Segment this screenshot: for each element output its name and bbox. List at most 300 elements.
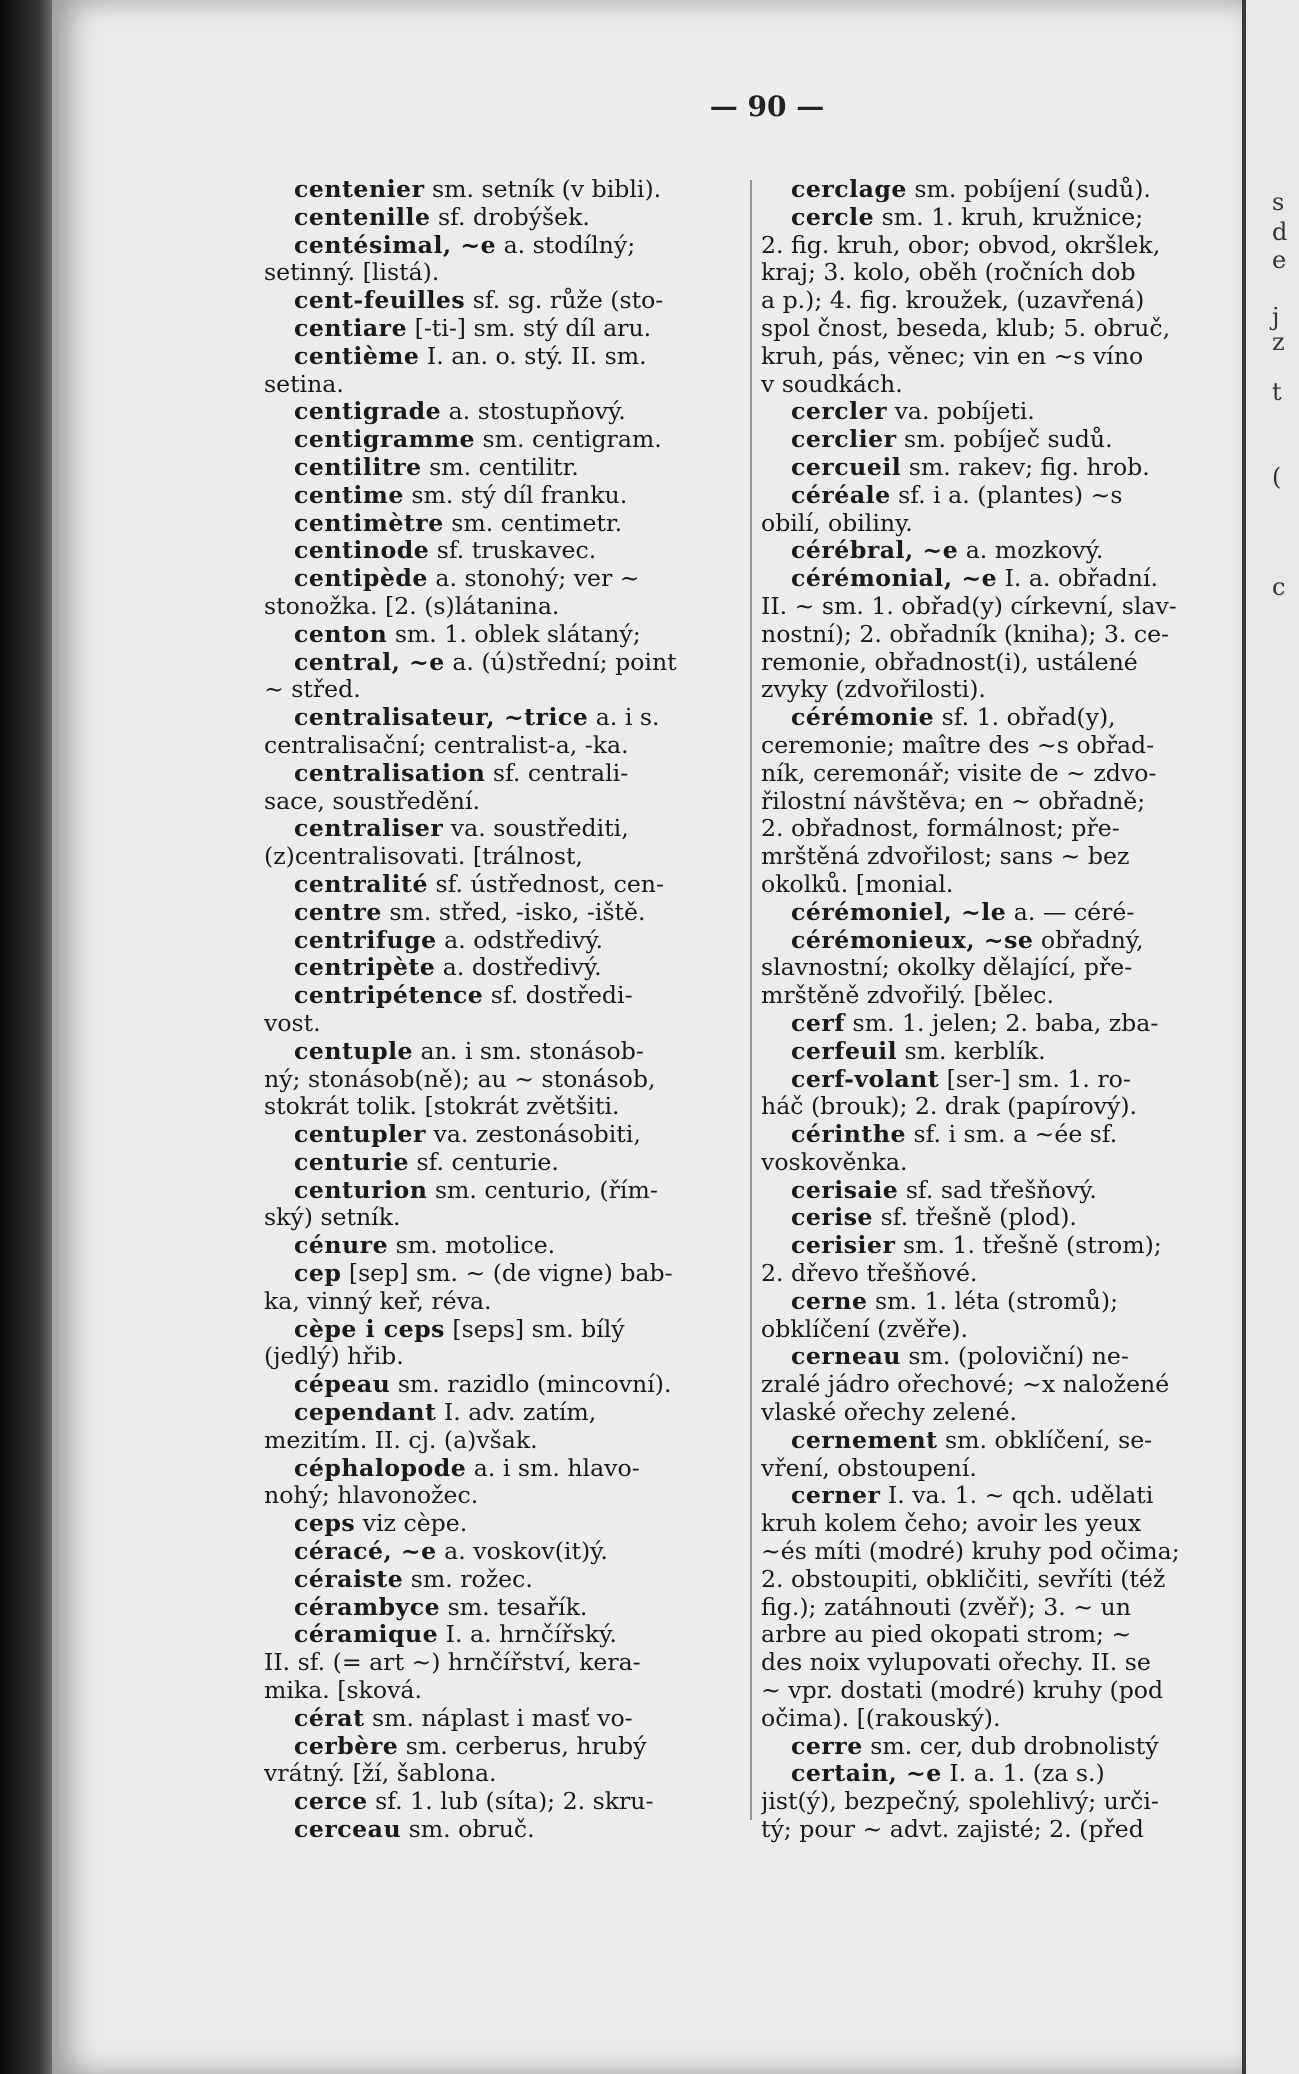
- entry-line: [761, 1343, 1239, 1371]
- definition-text: setinný. [listá).: [264, 259, 440, 287]
- entry-line: [264, 815, 734, 843]
- definition-text: sm. centurio, (řím-: [427, 1176, 658, 1204]
- entry-line: [761, 788, 1239, 816]
- entry-line: [761, 954, 1239, 982]
- headword: centuple: [294, 1037, 414, 1065]
- definition-text: II. sf. (= art ~) hrnčířství, kera-: [264, 1649, 641, 1677]
- definition-text: zvyky (zdvořilosti).: [761, 676, 986, 704]
- entry-line: [761, 1093, 1239, 1121]
- headword: cercler: [791, 398, 888, 426]
- definition-text: 2. obstoupiti, obkličiti, sevříti (též: [761, 1565, 1166, 1593]
- definition-text: a. dostředivý.: [435, 954, 602, 982]
- entry-line: [761, 1594, 1239, 1622]
- definition-text: va. zestonásobiti,: [426, 1121, 641, 1149]
- entry-line: [761, 1733, 1239, 1761]
- entry-line: [264, 1149, 734, 1177]
- entry-line: [264, 1204, 734, 1232]
- headword: cérémonieux, ~se: [791, 926, 1034, 954]
- headword: cerf-volant: [791, 1065, 940, 1093]
- entry-line: [264, 232, 734, 260]
- definition-text: 2. fig. kruh, obor; obvod, okršlek,: [761, 231, 1161, 259]
- definition-text: sm. střed, -isko, -iště.: [381, 898, 646, 926]
- margin-fragment: j: [1272, 303, 1280, 331]
- definition-text: sm. centilitr.: [421, 453, 579, 481]
- headword: cérinthe: [791, 1121, 906, 1149]
- definition-text: kruh, pás, věnec; vin en ~s víno: [761, 342, 1144, 370]
- entry-line: [761, 398, 1239, 426]
- definition-text: ~ střed.: [264, 676, 361, 704]
- entry-line: [264, 1788, 734, 1816]
- definition-text: sf. 1. obřad(y),: [934, 704, 1116, 732]
- definition-text: háč (brouk); 2. drak (papírový).: [761, 1093, 1138, 1121]
- entry-line: [761, 343, 1239, 371]
- entry-line: [761, 732, 1239, 760]
- definition-text: sm. 1. kruh, kružnice;: [874, 203, 1144, 231]
- definition-text: (z)centralisovati. [trálnost,: [264, 843, 583, 871]
- headword: centiare: [294, 314, 408, 342]
- headword: central, ~e: [294, 648, 445, 676]
- entry-line: [264, 1399, 734, 1427]
- entry-line: [264, 1733, 734, 1761]
- headword: centre: [294, 898, 382, 926]
- entry-line: [761, 426, 1239, 454]
- definition-text: zralé jádro ořechové; ~x naložené: [761, 1371, 1170, 1399]
- entry-line: [264, 371, 734, 399]
- headword: centralisation: [294, 759, 486, 787]
- entry-line: [761, 1566, 1239, 1594]
- entry-line: [761, 1232, 1239, 1260]
- entry-line: [761, 1649, 1239, 1677]
- definition-text: a p.); 4. fig. kroužek, (uzavřená): [761, 287, 1145, 315]
- entry-line: [761, 537, 1239, 565]
- headword: cerclier: [791, 426, 897, 454]
- definition-text: an. i sm. stonásob-: [413, 1037, 644, 1065]
- headword: cerre: [791, 1732, 863, 1760]
- entry-line: [264, 1121, 734, 1149]
- headword: cérat: [294, 1704, 365, 1732]
- definition-text: mezitím. II. cj. (a)však.: [264, 1426, 538, 1454]
- entry-line: [264, 1260, 734, 1288]
- entry-line: [761, 843, 1239, 871]
- definition-text: I. a. hrnčířský.: [438, 1621, 617, 1649]
- entry-line: [761, 899, 1239, 927]
- next-page-edge: [1242, 0, 1299, 2074]
- margin-fragment: t: [1272, 378, 1282, 406]
- entry-line: [264, 343, 734, 371]
- definition-text: I. a. 1. (za s.): [941, 1760, 1105, 1788]
- entry-line: [761, 593, 1239, 621]
- entry-line: [264, 1010, 734, 1038]
- definition-text: sf. truskavec.: [429, 537, 597, 565]
- definition-text: slavnostní; okolky dělající, pře-: [761, 954, 1133, 982]
- entry-line: [761, 676, 1239, 704]
- entry-line: [264, 621, 734, 649]
- margin-fragment: d: [1272, 218, 1288, 246]
- headword: cercueil: [791, 453, 902, 481]
- headword: centralisateur, ~trice: [294, 704, 589, 732]
- entry-line: [264, 1621, 734, 1649]
- headword: cerisaie: [791, 1176, 899, 1204]
- entry-line: [761, 259, 1239, 287]
- headword: cerneau: [791, 1343, 901, 1371]
- definition-text: ský) setník.: [264, 1204, 401, 1232]
- definition-text: sm. razidlo (mincovní).: [390, 1371, 672, 1399]
- entry-line: [264, 1427, 734, 1455]
- definition-text: sf. 1. lub (síta); 2. skru-: [367, 1788, 654, 1816]
- definition-text: sm. cer, dub drobnolistý: [862, 1732, 1159, 1760]
- entry-line: [761, 454, 1239, 482]
- entry-line: [264, 1343, 734, 1371]
- headword: cérémoniel, ~le: [791, 898, 1007, 926]
- headword: centime: [294, 481, 404, 509]
- entry-line: [264, 259, 734, 287]
- definition-text: stonožka. [2. (s)látanina.: [264, 592, 560, 620]
- entry-line: [264, 927, 734, 955]
- definition-text: a. stodílný;: [496, 231, 636, 259]
- headword: centripète: [294, 954, 436, 982]
- entry-line: [761, 621, 1239, 649]
- headword: centurie: [294, 1148, 409, 1176]
- headword: centrifuge: [294, 926, 437, 954]
- margin-fragment: s: [1272, 188, 1285, 216]
- entry-line: [264, 1677, 734, 1705]
- entry-line: [761, 1371, 1239, 1399]
- left-column: [264, 176, 734, 1844]
- headword: céphalopode: [294, 1454, 467, 1482]
- entry-line: [264, 649, 734, 677]
- headword: cerceau: [294, 1816, 402, 1844]
- definition-text: fig.); zatáhnouti (zvěř); 3. ~ un: [761, 1593, 1131, 1621]
- definition-text: sf. sad třešňový.: [898, 1176, 1097, 1204]
- entry-line: [264, 287, 734, 315]
- entry-line: [761, 204, 1239, 232]
- entry-line: [264, 1371, 734, 1399]
- entry-line: [264, 454, 734, 482]
- definition-text: kraj; 3. kolo, oběh (ročních dob: [761, 259, 1136, 287]
- entry-line: [264, 1594, 734, 1622]
- entry-line: [761, 982, 1239, 1010]
- entry-line: [264, 843, 734, 871]
- headword: centraliser: [294, 815, 444, 843]
- entry-line: [761, 1621, 1239, 1649]
- entry-line: [264, 1649, 734, 1677]
- definition-text: ný; stonásob(ně); au ~ stonásob,: [264, 1065, 656, 1093]
- definition-text: mrštěná zdvořilost; sans ~ bez: [761, 843, 1130, 871]
- definition-text: a. odstředivý.: [436, 926, 604, 954]
- definition-text: [seps] sm. bílý: [444, 1315, 625, 1343]
- definition-text: sm. obruč.: [401, 1816, 535, 1844]
- headword: cependant: [294, 1399, 437, 1427]
- entry-line: [761, 1010, 1239, 1038]
- headword: cerce: [294, 1788, 368, 1816]
- headword: centipède: [294, 565, 428, 593]
- right-column: [761, 176, 1239, 1844]
- definition-text: sm. obklíčení, se-: [937, 1426, 1153, 1454]
- entry-line: [264, 871, 734, 899]
- definition-text: va. soustřediti,: [443, 815, 629, 843]
- headword: cénure: [294, 1232, 389, 1260]
- headword: centésimal, ~e: [294, 231, 497, 259]
- definition-text: sf. dostředi-: [483, 982, 633, 1010]
- definition-text: a. i sm. hlavo-: [466, 1454, 640, 1482]
- definition-text: obilí, obiliny.: [761, 509, 913, 537]
- entry-line: [264, 1816, 734, 1844]
- definition-text: a. voskov(it)ý.: [436, 1538, 608, 1566]
- definition-text: centralisační; centralist-a, -ka.: [264, 731, 629, 759]
- definition-text: I. va. 1. ~ qch. udělati: [880, 1482, 1154, 1510]
- definition-text: a. i s.: [588, 704, 660, 732]
- definition-text: řilostní návštěva; en ~ obřadně;: [761, 787, 1146, 815]
- entry-line: [761, 927, 1239, 955]
- definition-text: sm. náplast i masť vo-: [364, 1704, 633, 1732]
- headword: cerfeuil: [791, 1037, 898, 1065]
- entry-line: [761, 482, 1239, 510]
- headword: ceps: [294, 1510, 356, 1538]
- entry-line: [761, 871, 1239, 899]
- entry-line: [761, 510, 1239, 538]
- definition-text: 2. dřevo třešňové.: [761, 1260, 978, 1288]
- entry-line: [264, 1760, 734, 1788]
- entry-line: [264, 676, 734, 704]
- definition-text: kruh kolem čeho; avoir les yeux: [761, 1510, 1142, 1538]
- definition-text: nostní); 2. obřadník (kniha); 3. ce-: [761, 620, 1170, 648]
- entry-line: [761, 1038, 1239, 1066]
- headword: centripétence: [294, 982, 484, 1010]
- entry-line: [264, 537, 734, 565]
- definition-text: I. a. obřadní.: [997, 565, 1158, 593]
- entry-line: [761, 1788, 1239, 1816]
- definition-text: vrátný. [ží, šablona.: [264, 1760, 497, 1788]
- entry-line: [761, 1455, 1239, 1483]
- headword: cerner: [791, 1482, 881, 1510]
- definition-text: obřadný,: [1033, 926, 1144, 954]
- headword: cérémonie: [791, 704, 935, 732]
- definition-text: okolků. [monial.: [761, 870, 954, 898]
- entry-line: [761, 1760, 1239, 1788]
- entry-line: [264, 482, 734, 510]
- definition-text: obklíčení (zvěře).: [761, 1315, 968, 1343]
- headword: cerne: [791, 1287, 868, 1315]
- headword: centinode: [294, 537, 430, 565]
- headword: cerisier: [791, 1232, 896, 1260]
- entry-line: [264, 426, 734, 454]
- headword: centurion: [294, 1176, 428, 1204]
- definition-text: 2. obřadnost, formálnost; pře-: [761, 815, 1120, 843]
- definition-text: sm. 1. jelen; 2. baba, zba-: [844, 1009, 1159, 1037]
- headword: centième: [294, 342, 420, 370]
- entry-line: [761, 176, 1239, 204]
- headword: cercle: [791, 203, 875, 231]
- definition-text: [sep] sm. ~ (de vigne) bab-: [341, 1260, 673, 1288]
- entry-line: [761, 1204, 1239, 1232]
- entry-line: [761, 1482, 1239, 1510]
- entry-line: [264, 760, 734, 788]
- headword: cérambyce: [294, 1593, 441, 1621]
- entry-line: [264, 954, 734, 982]
- headword: cep: [294, 1260, 342, 1288]
- definition-text: (jedlý) hřib.: [264, 1343, 404, 1371]
- entry-line: [761, 649, 1239, 677]
- entry-line: [761, 1510, 1239, 1538]
- entry-line: [264, 982, 734, 1010]
- headword: cerf: [791, 1009, 845, 1037]
- definition-text: sm. tesařík.: [440, 1593, 588, 1621]
- headword: centupler: [294, 1121, 426, 1149]
- entry-line: [761, 1121, 1239, 1149]
- page-number: — 90 —: [709, 90, 825, 123]
- headword: cépeau: [294, 1371, 391, 1399]
- definition-text: sm. motolice.: [388, 1232, 556, 1260]
- entry-line: [264, 593, 734, 621]
- headword: céracé, ~e: [294, 1538, 437, 1566]
- definition-text: sf. ústřednost, cen-: [427, 870, 664, 898]
- entry-line: [264, 1316, 734, 1344]
- entry-line: [264, 1510, 734, 1538]
- headword: céréale: [791, 481, 891, 509]
- headword: cerbère: [294, 1732, 399, 1760]
- headword: centon: [294, 620, 388, 648]
- entry-line: [761, 232, 1239, 260]
- entry-line: [761, 1538, 1239, 1566]
- definition-text: sm. stý díl franku.: [403, 481, 628, 509]
- definition-text: sm. pobíječ sudů.: [896, 426, 1113, 454]
- definition-text: v soudkách.: [761, 370, 903, 398]
- entry-line: [264, 1093, 734, 1121]
- entry-line: [761, 1316, 1239, 1344]
- entry-line: [264, 1232, 734, 1260]
- entry-line: [264, 704, 734, 732]
- definition-text: sm. cerberus, hrubý: [398, 1732, 647, 1760]
- headword: centralité: [294, 870, 428, 898]
- headword: certain, ~e: [791, 1760, 942, 1788]
- entry-line: [264, 1482, 734, 1510]
- entry-line: [761, 815, 1239, 843]
- headword: centilitre: [294, 453, 422, 481]
- entry-line: [264, 1566, 734, 1594]
- headword: cérébral, ~e: [791, 537, 959, 565]
- headword: céramique: [294, 1621, 439, 1649]
- definition-text: očima). [(rakouský).: [761, 1704, 1001, 1732]
- definition-text: sm. 1. oblek slátaný;: [387, 620, 641, 648]
- definition-text: [ser-] sm. 1. ro-: [939, 1065, 1131, 1093]
- entry-line: [761, 1399, 1239, 1427]
- entry-line: [761, 1149, 1239, 1177]
- definition-text: sm. centimetr.: [443, 509, 623, 537]
- definition-text: ka, vinný keř, réva.: [264, 1287, 492, 1315]
- definition-text: ~és míti (modré) kruhy pod očima;: [761, 1538, 1180, 1566]
- definition-text: tý; pour ~ advt. zajisté; 2. (před: [761, 1816, 1144, 1844]
- entry-line: [264, 176, 734, 204]
- definition-text: remonie, obřadnost(i), ustálené: [761, 648, 1138, 676]
- headword: centenier: [294, 176, 425, 203]
- definition-text: sm. (poloviční) ne-: [900, 1343, 1129, 1371]
- headword: centigrade: [294, 398, 442, 426]
- definition-text: a. (ú)střední; point: [444, 648, 677, 676]
- entry-line: [761, 1066, 1239, 1094]
- definition-text: ~ vpr. dostati (modré) kruhy (pod: [761, 1677, 1164, 1705]
- definition-text: sf. sg. růže (sto-: [465, 287, 664, 315]
- headword: cent-feuilles: [294, 287, 466, 315]
- column-divider: [750, 180, 752, 1820]
- headword: cernement: [791, 1426, 938, 1454]
- definition-text: sf. i sm. a ~ée sf.: [906, 1121, 1118, 1149]
- definition-text: spol čnost, beseda, klub; 5. obruč,: [761, 314, 1171, 342]
- definition-text: nohý; hlavonožec.: [264, 1482, 479, 1510]
- definition-text: mika. [sková.: [264, 1677, 422, 1705]
- entry-line: [264, 1455, 734, 1483]
- definition-text: sm. centigram.: [475, 426, 662, 454]
- headword: cèpe i ceps: [294, 1315, 445, 1343]
- definition-text: sm. 1. léta (stromů);: [867, 1287, 1119, 1315]
- entry-line: [264, 398, 734, 426]
- entry-line: [761, 315, 1239, 343]
- margin-fragment: (: [1272, 463, 1282, 491]
- entry-line: [264, 204, 734, 232]
- definition-text: sm. rožec.: [403, 1565, 533, 1593]
- entry-line: [761, 1177, 1239, 1205]
- entry-line: [264, 1705, 734, 1733]
- definition-text: sf. centrali-: [485, 759, 629, 787]
- definition-text: sf. i a. (plantes) ~s: [890, 481, 1123, 509]
- entry-line: [761, 1816, 1239, 1844]
- margin-fragment: e: [1272, 246, 1287, 274]
- entry-line: [264, 565, 734, 593]
- entry-line: [264, 732, 734, 760]
- definition-text: mrštěně zdvořilý. [bělec.: [761, 982, 1054, 1010]
- definition-text: sm. 1. třešně (strom);: [895, 1232, 1162, 1260]
- entry-line: [761, 1260, 1239, 1288]
- margin-fragment: z: [1272, 328, 1285, 356]
- definition-text: sm. rakev; fig. hrob.: [901, 453, 1150, 481]
- definition-text: sm. kerblík.: [897, 1037, 1046, 1065]
- definition-text: vost.: [264, 1009, 321, 1037]
- entry-line: [264, 1538, 734, 1566]
- entry-line: [761, 1288, 1239, 1316]
- entry-line: [264, 315, 734, 343]
- headword: cérémonial, ~e: [791, 565, 998, 593]
- entry-line: [761, 704, 1239, 732]
- definition-text: sm. setník (v bibli).: [424, 176, 662, 203]
- headword: cerise: [791, 1204, 874, 1232]
- definition-text: arbre au pied okopati strom; ~: [761, 1621, 1132, 1649]
- definition-text: sm. pobíjení (sudů).: [906, 176, 1151, 203]
- definition-text: setina.: [264, 370, 344, 398]
- headword: centenille: [294, 203, 431, 231]
- entry-line: [264, 1288, 734, 1316]
- entry-line: [761, 371, 1239, 399]
- entry-line: [264, 510, 734, 538]
- definition-text: stokrát tolik. [stokrát zvětšiti.: [264, 1093, 620, 1121]
- definition-text: ceremonie; maître des ~s obřad-: [761, 731, 1155, 759]
- entry-line: [264, 1177, 734, 1205]
- entry-line: [761, 1705, 1239, 1733]
- definition-text: II. ~ sm. 1. obřad(y) církevní, slav-: [761, 592, 1177, 620]
- headword: cerclage: [791, 176, 907, 203]
- entry-line: [264, 1066, 734, 1094]
- definition-text: viz cèpe.: [355, 1510, 468, 1538]
- entry-line: [761, 1677, 1239, 1705]
- definition-text: a. — céré-: [1006, 898, 1135, 926]
- entry-line: [761, 1427, 1239, 1455]
- entry-line: [761, 287, 1239, 315]
- definition-text: sf. drobýšek.: [430, 203, 590, 231]
- definition-text: sf. třešně (plod).: [873, 1204, 1077, 1232]
- margin-fragment: c: [1272, 573, 1286, 601]
- dictionary-page: [52, 0, 1242, 2074]
- entry-line: [761, 565, 1239, 593]
- definition-text: vření, obstoupení.: [761, 1454, 977, 1482]
- definition-text: a. mozkový.: [958, 537, 1104, 565]
